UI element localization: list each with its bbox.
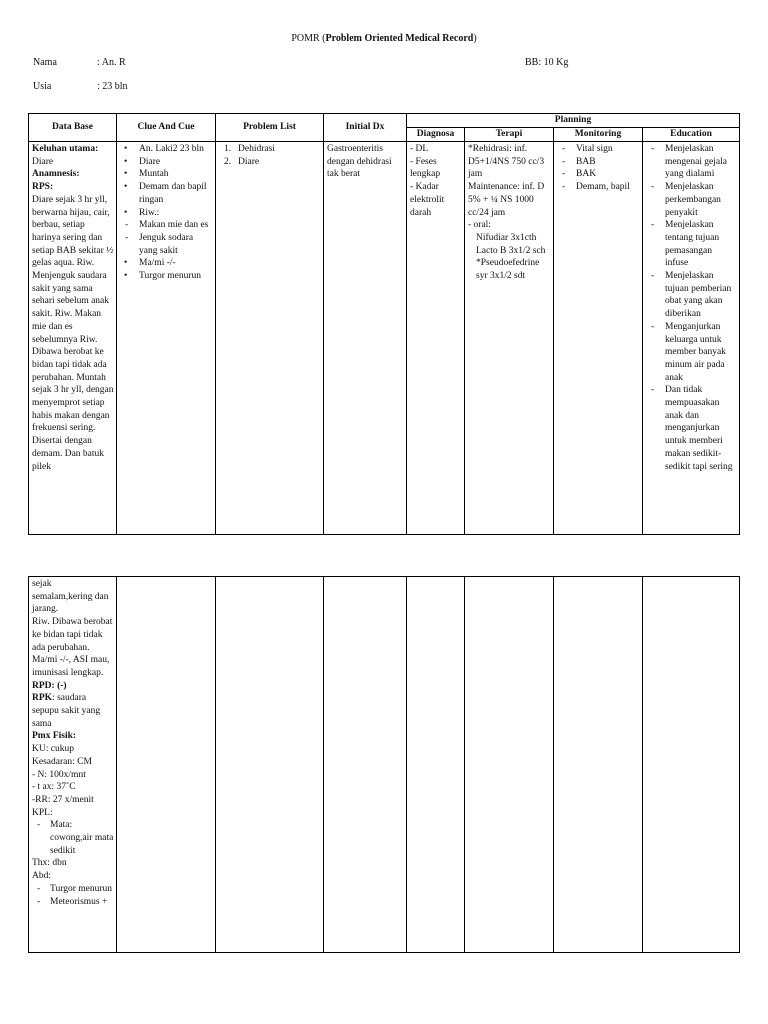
kpl-label: KPL: xyxy=(32,807,53,818)
riwayat-lain: Ma/mi -/-, ASI mau, imunisasi lengkap. xyxy=(32,655,110,678)
empty-cell xyxy=(216,577,324,953)
problem-item xyxy=(219,143,321,156)
nama-value: : An. R xyxy=(97,57,126,68)
clue-item: • Diare xyxy=(120,156,213,169)
diagnosa-cell xyxy=(407,142,465,535)
header-problem-list: Problem List xyxy=(216,114,324,142)
education-item: - Menjelaskan perkembangan penyakit xyxy=(646,181,737,219)
diagnosa-item: - DL xyxy=(410,144,429,154)
rr-value: -RR: 27 x/menit xyxy=(32,794,94,805)
nama-label: Nama xyxy=(33,57,57,68)
header-initial-dx: Initial Dx xyxy=(324,114,407,142)
thx-value: Thx: dbn xyxy=(32,858,67,869)
header-education: Education xyxy=(643,128,740,142)
rpk-value: : saudara sepupu sakit yang sama xyxy=(32,693,101,729)
initial-dx-cell xyxy=(324,142,407,535)
turgor-value: - Turgor menurun xyxy=(32,883,114,896)
problem-number: 2. xyxy=(224,156,232,167)
problem-item xyxy=(219,156,321,169)
clue-item: • An. Laki2 23 bln xyxy=(120,143,213,156)
initial-dx-text: Gastroenteritis dengan dehidrasi tak berat xyxy=(327,144,392,180)
empty-cell xyxy=(117,577,216,953)
monitoring-item: - BAK xyxy=(557,168,640,181)
empty-cell xyxy=(407,577,465,953)
rpk-label: RPK xyxy=(32,693,53,704)
suhu-value: - t ax: 37˚C xyxy=(32,782,76,793)
monitoring-item: - Vital sign xyxy=(557,143,640,156)
pomr-table-page-2 xyxy=(28,576,740,953)
terapi-cell xyxy=(465,142,554,535)
pomr-table-page-1 xyxy=(28,113,740,535)
data-base-continued-cell xyxy=(29,577,117,953)
rps-text: Diare sejak 3 hr yll, berwarna hijau, cair, berbau, setiap harinya sering dan setiap BAB sekitar ½ gelas aqua. Riw. Menjenguk saudara sakit yang sama sehari sebelum anak sakit. Riw. Makan mie dan es sebelumnya Riw. Dibawa berobat ke bidan tapi tidak ada perubahan. Muntah sejak 3 hr yll, dengan menyemprot setiap habis makan dengan frekuensi sering. Disertai dengan demam. Dan batuk pilek xyxy=(32,194,114,472)
anamnesis-label: Anamnesis: xyxy=(32,169,80,180)
education-item: - Menjelaskan tujuan pemberian obat yang akan diberikan xyxy=(646,270,737,321)
header-diagnosa: Diagnosa xyxy=(407,128,465,142)
header-planning: Planning xyxy=(407,114,740,128)
education-item: - Menjelaskan mengenai gejala yang dialami xyxy=(646,143,737,181)
rps-continued: sejak semalam,kering dan jarang. xyxy=(32,579,109,615)
problem-text: Dehidrasi xyxy=(238,144,275,154)
monitoring-item: - Demam, bapil xyxy=(557,181,640,194)
education-item: - Menganjurkan keluarga untuk member banyak minum air pada anak xyxy=(646,321,737,385)
body-weight: BB: 10 Kg xyxy=(525,57,569,68)
diagnosa-item: - Kadar elektrolit darah xyxy=(410,182,445,218)
mata-value: - Mata: cowong,air mata sedikit xyxy=(32,819,114,857)
clue-cell xyxy=(117,142,216,535)
monitoring-item: - BAB xyxy=(557,156,640,169)
header-clue-and-cue: Clue And Cue xyxy=(117,114,216,142)
usia-label: Usia xyxy=(33,81,52,92)
education-item: - Menjelaskan tentang tujuan pemasangan infuse xyxy=(646,219,737,270)
header-monitoring: Monitoring xyxy=(554,128,643,142)
pmx-fisik-label: Pmx Fisik: xyxy=(32,731,77,742)
terapi-pseudoefedrine: *Pseudoefedrine syr 3x1/2 sdt xyxy=(476,258,540,282)
ku-value: KU: cukup xyxy=(32,744,74,755)
kesadaran-value: Kesadaran: CM xyxy=(32,756,92,767)
problem-number: 1. xyxy=(224,144,232,154)
terapi-maintenance: Maintenance: inf. D 5% + ¼ NS 1000 cc/24 jam xyxy=(468,182,545,218)
education-cell xyxy=(643,142,740,535)
clue-item: - Makan mie dan es xyxy=(120,219,213,232)
empty-cell xyxy=(643,577,740,953)
diagnosa-item: - Feses lengkap xyxy=(410,156,441,180)
clue-item: • Demam dan bapil ringan xyxy=(120,181,213,206)
data-base-cell xyxy=(29,142,117,535)
meteorismus-value: - Meteorismus + xyxy=(32,896,114,909)
rpk-line xyxy=(32,692,114,730)
riwayat-berobat: Riw. Dibawa berobat ke bidan tapi tidak ada perubahan. xyxy=(32,617,113,653)
education-item: - Dan tidak mempuasakan anak dan menganjurkan untuk memberi makan sedikit-sedikit tapi sering xyxy=(646,384,737,473)
terapi-oral-label: - oral: xyxy=(468,220,491,231)
keluhan-label: Keluhan utama: xyxy=(32,144,99,154)
rps-label: RPS: xyxy=(32,182,54,193)
keluhan-value: Diare xyxy=(32,156,54,167)
terapi-nifudiar: Nifudiar 3x1cth xyxy=(476,232,537,243)
monitoring-cell xyxy=(554,142,643,535)
abd-label: Abd: xyxy=(32,871,51,882)
empty-cell xyxy=(554,577,643,953)
clue-item: • Riw.: xyxy=(120,207,213,220)
empty-cell xyxy=(465,577,554,953)
clue-item: - Jenguk sodara yang sakit xyxy=(120,232,213,257)
usia-value: : 23 bln xyxy=(97,81,128,92)
nadi-value: - N: 100x/mnt xyxy=(32,769,86,780)
page-title: POMR (Problem Oriented Medical Record) xyxy=(291,33,477,44)
problem-list-cell xyxy=(216,142,324,535)
terapi-rehidrasi: *Rehidrasi: inf. D5+1/4NS 750 cc/3 jam xyxy=(468,144,545,180)
clue-item: • Ma/mi -/- xyxy=(120,257,213,270)
clue-item: • Muntah xyxy=(120,168,213,181)
empty-cell xyxy=(324,577,407,953)
header-terapi: Terapi xyxy=(465,128,554,142)
header-data-base: Data Base xyxy=(29,114,117,142)
terapi-lacto-b: Lacto B 3x1/2 sch xyxy=(476,245,546,256)
problem-text: Diare xyxy=(238,156,260,167)
rpd-label: RPD: (-) xyxy=(32,680,67,691)
clue-item: • Turgor menurun xyxy=(120,270,213,283)
